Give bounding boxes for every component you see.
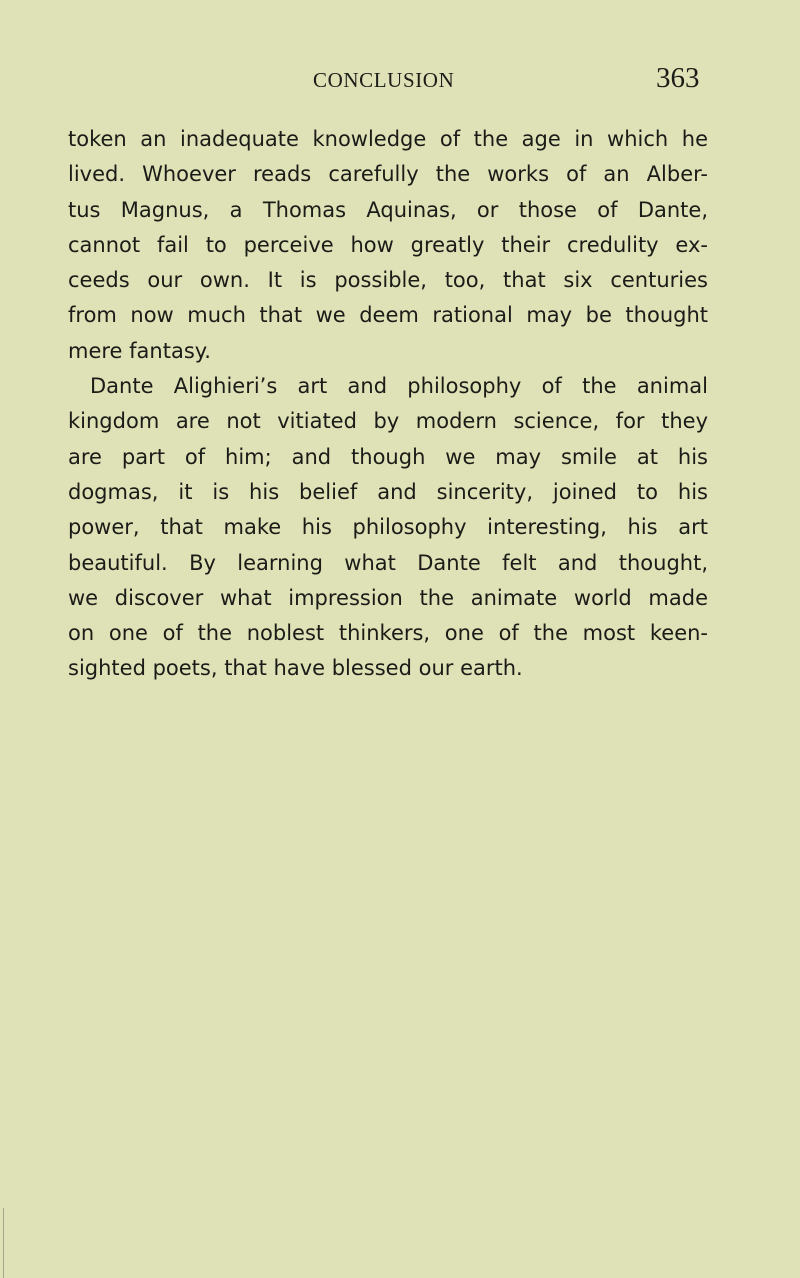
text-line: from now much that we deem rational may be thought [68,303,708,328]
text-line: kingdom are not vitiated by modern science, for they [68,409,708,434]
text-line: ceeds our own. It is possible, too, that six centuries [68,268,708,293]
page-edge-line [3,1208,4,1278]
text-line: token an inadequate knowledge of the age in which he [68,127,708,151]
text-line: beautiful. By learning what Dante felt and thought, [68,550,708,575]
chapter-title: CONCLUSION [313,68,455,92]
text-line: tus Magnus, a Thomas Aquinas, or those of Dante, [68,197,708,222]
running-head [0,62,800,102]
text-line: mere fantasy. [68,338,211,363]
text-line: Dante Alighieri’s art and philosophy of the animal [90,374,708,399]
text-line: are part of him; and though we may smile at his [68,444,708,469]
text-line: sighted poets, that have blessed our earth. [68,656,523,681]
paragraph-2 [68,369,708,687]
text-line: dogmas, it is his belief and sincerity, joined to his [68,479,708,504]
body-text [68,122,708,687]
text-line: power, that make his philosophy interesting, his art [68,515,708,540]
text-line: lived. Whoever reads carefully the works of an Alber- [68,162,708,187]
text-line: cannot fail to perceive how greatly their credulity ex- [68,232,708,257]
paragraph-1 [68,122,708,369]
text-line: we discover what impression the animate world made [68,585,708,610]
text-line: on one of the noblest thinkers, one of the most keen- [68,621,708,646]
page-number: 363 [656,62,700,94]
